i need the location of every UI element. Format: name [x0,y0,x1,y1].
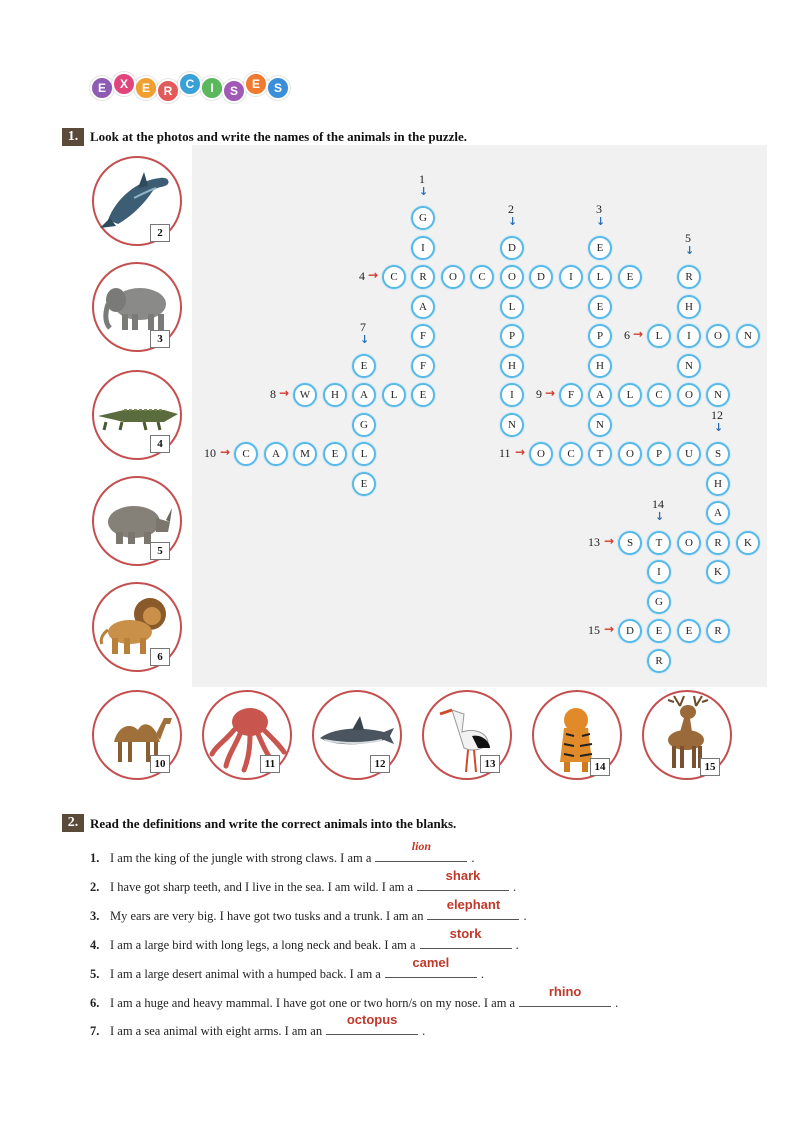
crossword-cell[interactable]: K [706,560,730,584]
across-clue-number: 15 [588,623,600,637]
down-clue-number: 3 [596,202,602,216]
crossword-cell[interactable]: P [647,442,671,466]
crossword-cell[interactable]: D [529,265,553,289]
crossword-cell[interactable]: O [677,383,701,407]
crossword-cell[interactable]: L [647,324,671,348]
definition-text: My ears are very big. I have got two tusks and a trunk. I am an [110,909,424,923]
crossword-cell[interactable]: W [293,383,317,407]
crossword-cell[interactable]: S [706,442,730,466]
across-arrow-icon: → [279,386,290,400]
crossword-cell[interactable]: U [677,442,701,466]
definition-text: I am the king of the jungle with strong claws. I am a [110,851,372,865]
definition-end: . [515,938,519,952]
answer-blank[interactable] [417,868,509,891]
definition-number: 3. [90,909,100,923]
crossword-cell[interactable]: G [647,590,671,614]
title-letter: S [266,76,290,100]
crossword-cell[interactable]: O [441,265,465,289]
crossword-cell[interactable]: E [323,442,347,466]
title-letter: S [222,79,246,103]
crossword-cell[interactable]: R [411,265,435,289]
crossword-cell[interactable]: R [647,649,671,673]
definition-item [90,839,475,866]
crossword-cell[interactable]: T [588,442,612,466]
crossword-cell[interactable]: I [411,236,435,260]
down-arrow-icon: ↓ [714,421,724,434]
down-clue-number: 12 [711,408,723,422]
down-arrow-icon: ↓ [596,215,606,228]
across-clue-number: 10 [204,446,216,460]
crossword-cell[interactable]: H [323,383,347,407]
definition-item [90,955,484,982]
down-arrow-icon: ↓ [360,333,370,346]
crossword-cell[interactable]: O [706,324,730,348]
title-letter: I [200,76,224,100]
definition-end: . [615,996,619,1010]
crossword-cell[interactable]: H [500,354,524,378]
crossword-cell[interactable]: A [352,383,376,407]
exercises-title [90,72,288,104]
crossword-cell[interactable]: N [677,354,701,378]
crossword-cell[interactable]: O [618,442,642,466]
title-letter: C [178,72,202,96]
down-clue-number: 14 [652,497,664,511]
across-clue-number: 4 [359,269,365,283]
photo-number: 13 [480,755,500,773]
down-arrow-icon: ↓ [655,510,665,523]
across-clue-number: 9 [536,387,542,401]
definition-number: 7. [90,1024,100,1038]
definition-end: . [422,1024,426,1038]
down-clue-number: 1 [419,172,425,186]
title-letter: E [90,76,114,100]
crossword-cell[interactable]: O [500,265,524,289]
crossword-cell[interactable]: N [500,413,524,437]
photo-number: 10 [150,755,170,773]
answer-blank[interactable] [375,839,467,862]
section-2-instruction: Read the definitions and write the correct animals into the blanks. [90,816,457,831]
crossword-cell[interactable]: L [618,383,642,407]
answer-blank[interactable] [326,1012,418,1035]
answer-text: lion [411,839,432,853]
crossword-cell[interactable]: K [736,531,760,555]
crossword-cell[interactable]: E [647,619,671,643]
section-1-number: 1. [62,128,84,146]
answer-blank[interactable] [385,955,477,978]
crossword-cell[interactable]: T [647,531,671,555]
crossword-cell[interactable]: E [618,265,642,289]
down-arrow-icon: ↓ [508,215,518,228]
photo-number: 12 [370,755,390,773]
definition-number: 6. [90,996,100,1010]
definition-item [90,926,519,953]
crossword-cell[interactable]: L [382,383,406,407]
across-clue-number: 13 [588,535,600,549]
definition-item [90,1012,426,1039]
definition-end: . [523,909,527,923]
section-1-instruction: Look at the photos and write the names of the animals in the puzzle. [90,129,468,144]
section-2-number: 2. [62,814,84,832]
crossword-cell[interactable]: O [677,531,701,555]
crossword-cell[interactable]: L [352,442,376,466]
crossword-cell[interactable]: C [234,442,258,466]
across-arrow-icon: → [368,268,379,282]
down-clue-number: 7 [360,320,366,334]
crossword-cell[interactable]: H [706,472,730,496]
crossword-cell[interactable]: L [588,265,612,289]
definition-text: I have got sharp teeth, and I live in the sea. I am wild. I am a [110,880,414,894]
crossword-cell[interactable]: I [559,265,583,289]
answer-text: stork [449,926,482,941]
answer-blank[interactable] [420,926,512,949]
crossword-cell[interactable]: D [500,236,524,260]
answer-blank[interactable] [427,897,519,920]
crossword-cell[interactable]: R [706,619,730,643]
crossword-cell[interactable]: A [706,501,730,525]
answer-text: camel [412,955,450,970]
crossword-cell[interactable]: G [411,206,435,230]
definition-end: . [513,880,517,894]
photo-number: 14 [590,758,610,776]
crossword-cell[interactable]: N [706,383,730,407]
photo-number: 4 [150,435,170,453]
crossword-cell[interactable]: E [588,295,612,319]
crossword-cell[interactable]: R [706,531,730,555]
crossword-cell[interactable]: E [352,472,376,496]
crossword-cell[interactable]: I [677,324,701,348]
across-clue-number: 6 [624,328,630,342]
definition-number: 4. [90,938,100,952]
answer-text: elephant [446,897,501,912]
title-letter: E [244,72,268,96]
definition-text: I am a huge and heavy mammal. I have got one or two horn/s on my nose. I am a [110,996,516,1010]
crossword-cell[interactable]: A [588,383,612,407]
title-letter: R [156,79,180,103]
definition-text: I am a sea animal with eight arms. I am an [110,1024,323,1038]
photo-number: 11 [260,755,280,773]
crossword-cell[interactable]: F [411,354,435,378]
definition-item [90,897,527,924]
title-letter: E [134,76,158,100]
crossword-cell[interactable]: S [618,531,642,555]
across-arrow-icon: → [220,445,231,459]
definition-text: I am a large desert animal with a humped back. I am a [110,967,381,981]
crossword-cell[interactable]: P [588,324,612,348]
crossword-cell[interactable]: O [529,442,553,466]
across-arrow-icon: → [633,327,644,341]
crossword-cell[interactable]: P [500,324,524,348]
across-arrow-icon: → [604,534,615,548]
crossword-cell[interactable]: A [411,295,435,319]
crossword-cell[interactable]: N [736,324,760,348]
definition-end: . [471,851,475,865]
crossword-cell[interactable]: I [647,560,671,584]
photo-number: 2 [150,224,170,242]
across-clue-number: 11 [499,446,511,460]
crossword-cell[interactable]: C [559,442,583,466]
across-arrow-icon: → [604,622,615,636]
photo-number: 15 [700,758,720,776]
crossword-cell[interactable]: F [411,324,435,348]
crossword-cell[interactable]: F [559,383,583,407]
crossword-cell[interactable]: E [352,354,376,378]
crossword-cell[interactable]: M [293,442,317,466]
crossword-cell[interactable]: I [500,383,524,407]
crossword-cell[interactable]: H [677,295,701,319]
crossword-cell[interactable]: H [588,354,612,378]
crossword-cell[interactable]: A [264,442,288,466]
crossword-cell[interactable]: E [588,236,612,260]
definition-text: I am a large bird with long legs, a long neck and beak. I am a [110,938,416,952]
answer-text: shark [445,868,481,883]
crossword-cell[interactable]: C [470,265,494,289]
definition-item [90,868,517,895]
answer-blank[interactable] [519,984,611,1007]
definition-end: . [480,967,484,981]
crossword-cell[interactable]: C [382,265,406,289]
crossword-cell[interactable]: D [618,619,642,643]
crossword-cell[interactable]: E [411,383,435,407]
down-clue-number: 5 [685,231,691,245]
answer-text: octopus [346,1012,398,1027]
definition-number: 1. [90,851,100,865]
crossword-cell[interactable]: N [588,413,612,437]
crossword-panel [192,145,767,687]
down-clue-number: 2 [508,202,514,216]
crossword-cell[interactable]: R [677,265,701,289]
crossword-cell[interactable]: G [352,413,376,437]
definition-number: 5. [90,967,100,981]
across-clue-number: 8 [270,387,276,401]
down-arrow-icon: ↓ [685,244,695,257]
crossword-cell[interactable]: E [677,619,701,643]
photo-number: 3 [150,330,170,348]
photo-number: 6 [150,648,170,666]
across-arrow-icon: → [545,386,556,400]
photo-number: 5 [150,542,170,560]
title-letter: X [112,72,136,96]
definition-number: 2. [90,880,100,894]
down-arrow-icon: ↓ [419,185,429,198]
crossword-cell[interactable]: L [500,295,524,319]
definition-item [90,984,619,1011]
crossword-cell[interactable]: C [647,383,671,407]
across-arrow-icon: → [515,445,526,459]
answer-text: rhino [548,984,582,999]
